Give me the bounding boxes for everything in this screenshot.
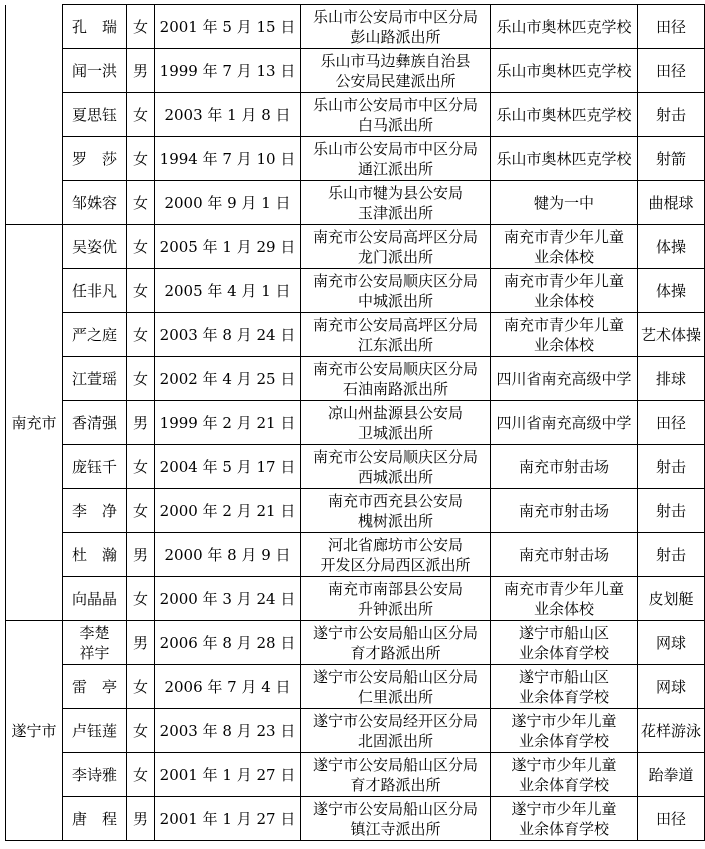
- table-row: [6, 401, 705, 445]
- athlete-birthdate: 2005 年 4 月 1 日: [155, 269, 301, 313]
- sport-event: 网球: [638, 665, 705, 709]
- police-station: 乐山市公安局市中区分局 通江派出所: [301, 137, 491, 181]
- sport-event: 田径: [638, 401, 705, 445]
- sport-event: 射击: [638, 93, 705, 137]
- athlete-birthdate: 2001 年 1 月 27 日: [155, 753, 301, 797]
- school-name: 遂宁市船山区 业余体育学校: [491, 665, 638, 709]
- table-body: [6, 5, 705, 841]
- athlete-gender: 女: [127, 313, 155, 357]
- athlete-gender: 女: [127, 709, 155, 753]
- sport-event: 花样游泳: [638, 709, 705, 753]
- school-name: 遂宁市少年儿童 业余体育学校: [491, 797, 638, 841]
- athlete-name: 孔 瑞: [63, 5, 127, 49]
- table-row: [6, 313, 705, 357]
- sport-event: 跆拳道: [638, 753, 705, 797]
- table-row: [6, 269, 705, 313]
- athlete-name: 江萱瑶: [63, 357, 127, 401]
- police-station: 遂宁市公安局船山区分局 仁里派出所: [301, 665, 491, 709]
- sport-event: 田径: [638, 49, 705, 93]
- table-row: [6, 357, 705, 401]
- police-station: 河北省廊坊市公安局 开发区分局西区派出所: [301, 533, 491, 577]
- athlete-birthdate: 2006 年 8 月 28 日: [155, 621, 301, 665]
- school-name: 乐山市奥林匹克学校: [491, 93, 638, 137]
- athlete-gender: 女: [127, 93, 155, 137]
- table-row: [6, 181, 705, 225]
- police-station: 凉山州盐源县公安局 卫城派出所: [301, 401, 491, 445]
- sport-event: 艺术体操: [638, 313, 705, 357]
- table-row: [6, 445, 705, 489]
- school-name: 南充市青少年儿童 业余体校: [491, 225, 638, 269]
- sport-event: 排球: [638, 357, 705, 401]
- sport-event: 射击: [638, 489, 705, 533]
- table-row: [6, 797, 705, 841]
- athlete-gender: 女: [127, 665, 155, 709]
- police-station: 南充市公安局顺庆区分局 石油南路派出所: [301, 357, 491, 401]
- table-row: [6, 489, 705, 533]
- sport-event: 曲棍球: [638, 181, 705, 225]
- school-name: 南充市青少年儿童 业余体校: [491, 269, 638, 313]
- sport-event: 体操: [638, 225, 705, 269]
- police-station: 乐山市马边彝族自治县 公安局民建派出所: [301, 49, 491, 93]
- table-row: [6, 665, 705, 709]
- sport-event: 射击: [638, 533, 705, 577]
- athlete-gender: 女: [127, 181, 155, 225]
- athlete-birthdate: 2001 年 1 月 27 日: [155, 797, 301, 841]
- athlete-gender: 女: [127, 357, 155, 401]
- athlete-birthdate: 2003 年 1 月 8 日: [155, 93, 301, 137]
- school-name: 四川省南充高级中学: [491, 401, 638, 445]
- police-station: 南充市公安局顺庆区分局 西城派出所: [301, 445, 491, 489]
- school-name: 南充市射击场: [491, 489, 638, 533]
- athlete-gender: 女: [127, 225, 155, 269]
- athlete-name: 庞钰千: [63, 445, 127, 489]
- sport-event: 射箭: [638, 137, 705, 181]
- athlete-name: 李诗雅: [63, 753, 127, 797]
- school-name: 遂宁市船山区 业余体育学校: [491, 621, 638, 665]
- sport-event: 网球: [638, 621, 705, 665]
- school-name: 遂宁市少年儿童 业余体育学校: [491, 753, 638, 797]
- athlete-name: 香清强: [63, 401, 127, 445]
- school-name: 南充市射击场: [491, 445, 638, 489]
- table-row: [6, 49, 705, 93]
- athlete-birthdate: 2002 年 4 月 25 日: [155, 357, 301, 401]
- athlete-gender: 女: [127, 137, 155, 181]
- athlete-name: 李楚 祥宇: [63, 621, 127, 665]
- table-row: [6, 533, 705, 577]
- city-cell: [6, 5, 63, 225]
- sport-event: 田径: [638, 797, 705, 841]
- sport-event: 田径: [638, 5, 705, 49]
- athlete-birthdate: 2005 年 1 月 29 日: [155, 225, 301, 269]
- athlete-birthdate: 2000 年 9 月 1 日: [155, 181, 301, 225]
- athlete-gender: 女: [127, 5, 155, 49]
- table-row: [6, 753, 705, 797]
- athlete-birthdate: 1999 年 2 月 21 日: [155, 401, 301, 445]
- table-row: [6, 577, 705, 621]
- police-station: 遂宁市公安局船山区分局 镇江寺派出所: [301, 797, 491, 841]
- police-station: 南充市公安局高坪区分局 江东派出所: [301, 313, 491, 357]
- athlete-gender: 男: [127, 401, 155, 445]
- school-name: 南充市射击场: [491, 533, 638, 577]
- athlete-name: 邹姝容: [63, 181, 127, 225]
- athlete-birthdate: 2000 年 2 月 21 日: [155, 489, 301, 533]
- school-name: 四川省南充高级中学: [491, 357, 638, 401]
- school-name: 乐山市奥林匹克学校: [491, 137, 638, 181]
- school-name: 乐山市奥林匹克学校: [491, 49, 638, 93]
- sport-event: 皮划艇: [638, 577, 705, 621]
- athlete-name: 闻一洪: [63, 49, 127, 93]
- police-station: 南充市南部县公安局 升钟派出所: [301, 577, 491, 621]
- athlete-gender: 女: [127, 269, 155, 313]
- athlete-name: 严之庭: [63, 313, 127, 357]
- athlete-birthdate: 2000 年 3 月 24 日: [155, 577, 301, 621]
- table-row: [6, 93, 705, 137]
- athlete-birthdate: 2006 年 7 月 4 日: [155, 665, 301, 709]
- table-row: [6, 137, 705, 181]
- athlete-gender: 男: [127, 621, 155, 665]
- athlete-name: 李 净: [63, 489, 127, 533]
- city-cell: 南充市: [6, 225, 63, 621]
- police-station: 遂宁市公安局经开区分局 北固派出所: [301, 709, 491, 753]
- athlete-birthdate: 1999 年 7 月 13 日: [155, 49, 301, 93]
- police-station: 乐山市犍为县公安局 玉津派出所: [301, 181, 491, 225]
- athlete-gender: 男: [127, 533, 155, 577]
- city-cell: 遂宁市: [6, 621, 63, 841]
- sport-event: 体操: [638, 269, 705, 313]
- athlete-name: 雷 亭: [63, 665, 127, 709]
- athlete-name: 吴姿优: [63, 225, 127, 269]
- athlete-name: 夏思钰: [63, 93, 127, 137]
- athlete-gender: 男: [127, 49, 155, 93]
- athlete-birthdate: 2001 年 5 月 15 日: [155, 5, 301, 49]
- police-station: 南充市公安局顺庆区分局 中城派出所: [301, 269, 491, 313]
- athlete-name: 卢钰莲: [63, 709, 127, 753]
- athlete-gender: 男: [127, 797, 155, 841]
- police-station: 乐山市公安局市中区分局 彭山路派出所: [301, 5, 491, 49]
- table-row: [6, 709, 705, 753]
- athlete-birthdate: 2000 年 8 月 9 日: [155, 533, 301, 577]
- athlete-name: 罗 莎: [63, 137, 127, 181]
- police-station: 遂宁市公安局船山区分局 育才路派出所: [301, 753, 491, 797]
- school-name: 犍为一中: [491, 181, 638, 225]
- school-name: 南充市青少年儿童 业余体校: [491, 577, 638, 621]
- police-station: 南充市西充县公安局 槐树派出所: [301, 489, 491, 533]
- athlete-birthdate: 2003 年 8 月 24 日: [155, 313, 301, 357]
- school-name: 遂宁市少年儿童 业余体育学校: [491, 709, 638, 753]
- table-row: [6, 225, 705, 269]
- police-station: 南充市公安局高坪区分局 龙门派出所: [301, 225, 491, 269]
- police-station: 遂宁市公安局船山区分局 育才路派出所: [301, 621, 491, 665]
- school-name: 乐山市奥林匹克学校: [491, 5, 638, 49]
- athlete-name: 任非凡: [63, 269, 127, 313]
- athlete-gender: 女: [127, 753, 155, 797]
- athlete-birthdate: 2004 年 5 月 17 日: [155, 445, 301, 489]
- table-row: [6, 5, 705, 49]
- athlete-name: 杜 瀚: [63, 533, 127, 577]
- school-name: 南充市青少年儿童 业余体校: [491, 313, 638, 357]
- table-row: [6, 621, 705, 665]
- athlete-gender: 女: [127, 577, 155, 621]
- athlete-gender: 女: [127, 489, 155, 533]
- athlete-name: 向晶晶: [63, 577, 127, 621]
- athlete-birthdate: 2003 年 8 月 23 日: [155, 709, 301, 753]
- athlete-table: [5, 4, 705, 841]
- sport-event: 射击: [638, 445, 705, 489]
- athlete-birthdate: 1994 年 7 月 10 日: [155, 137, 301, 181]
- athlete-name: 唐 程: [63, 797, 127, 841]
- police-station: 乐山市公安局市中区分局 白马派出所: [301, 93, 491, 137]
- athlete-gender: 女: [127, 445, 155, 489]
